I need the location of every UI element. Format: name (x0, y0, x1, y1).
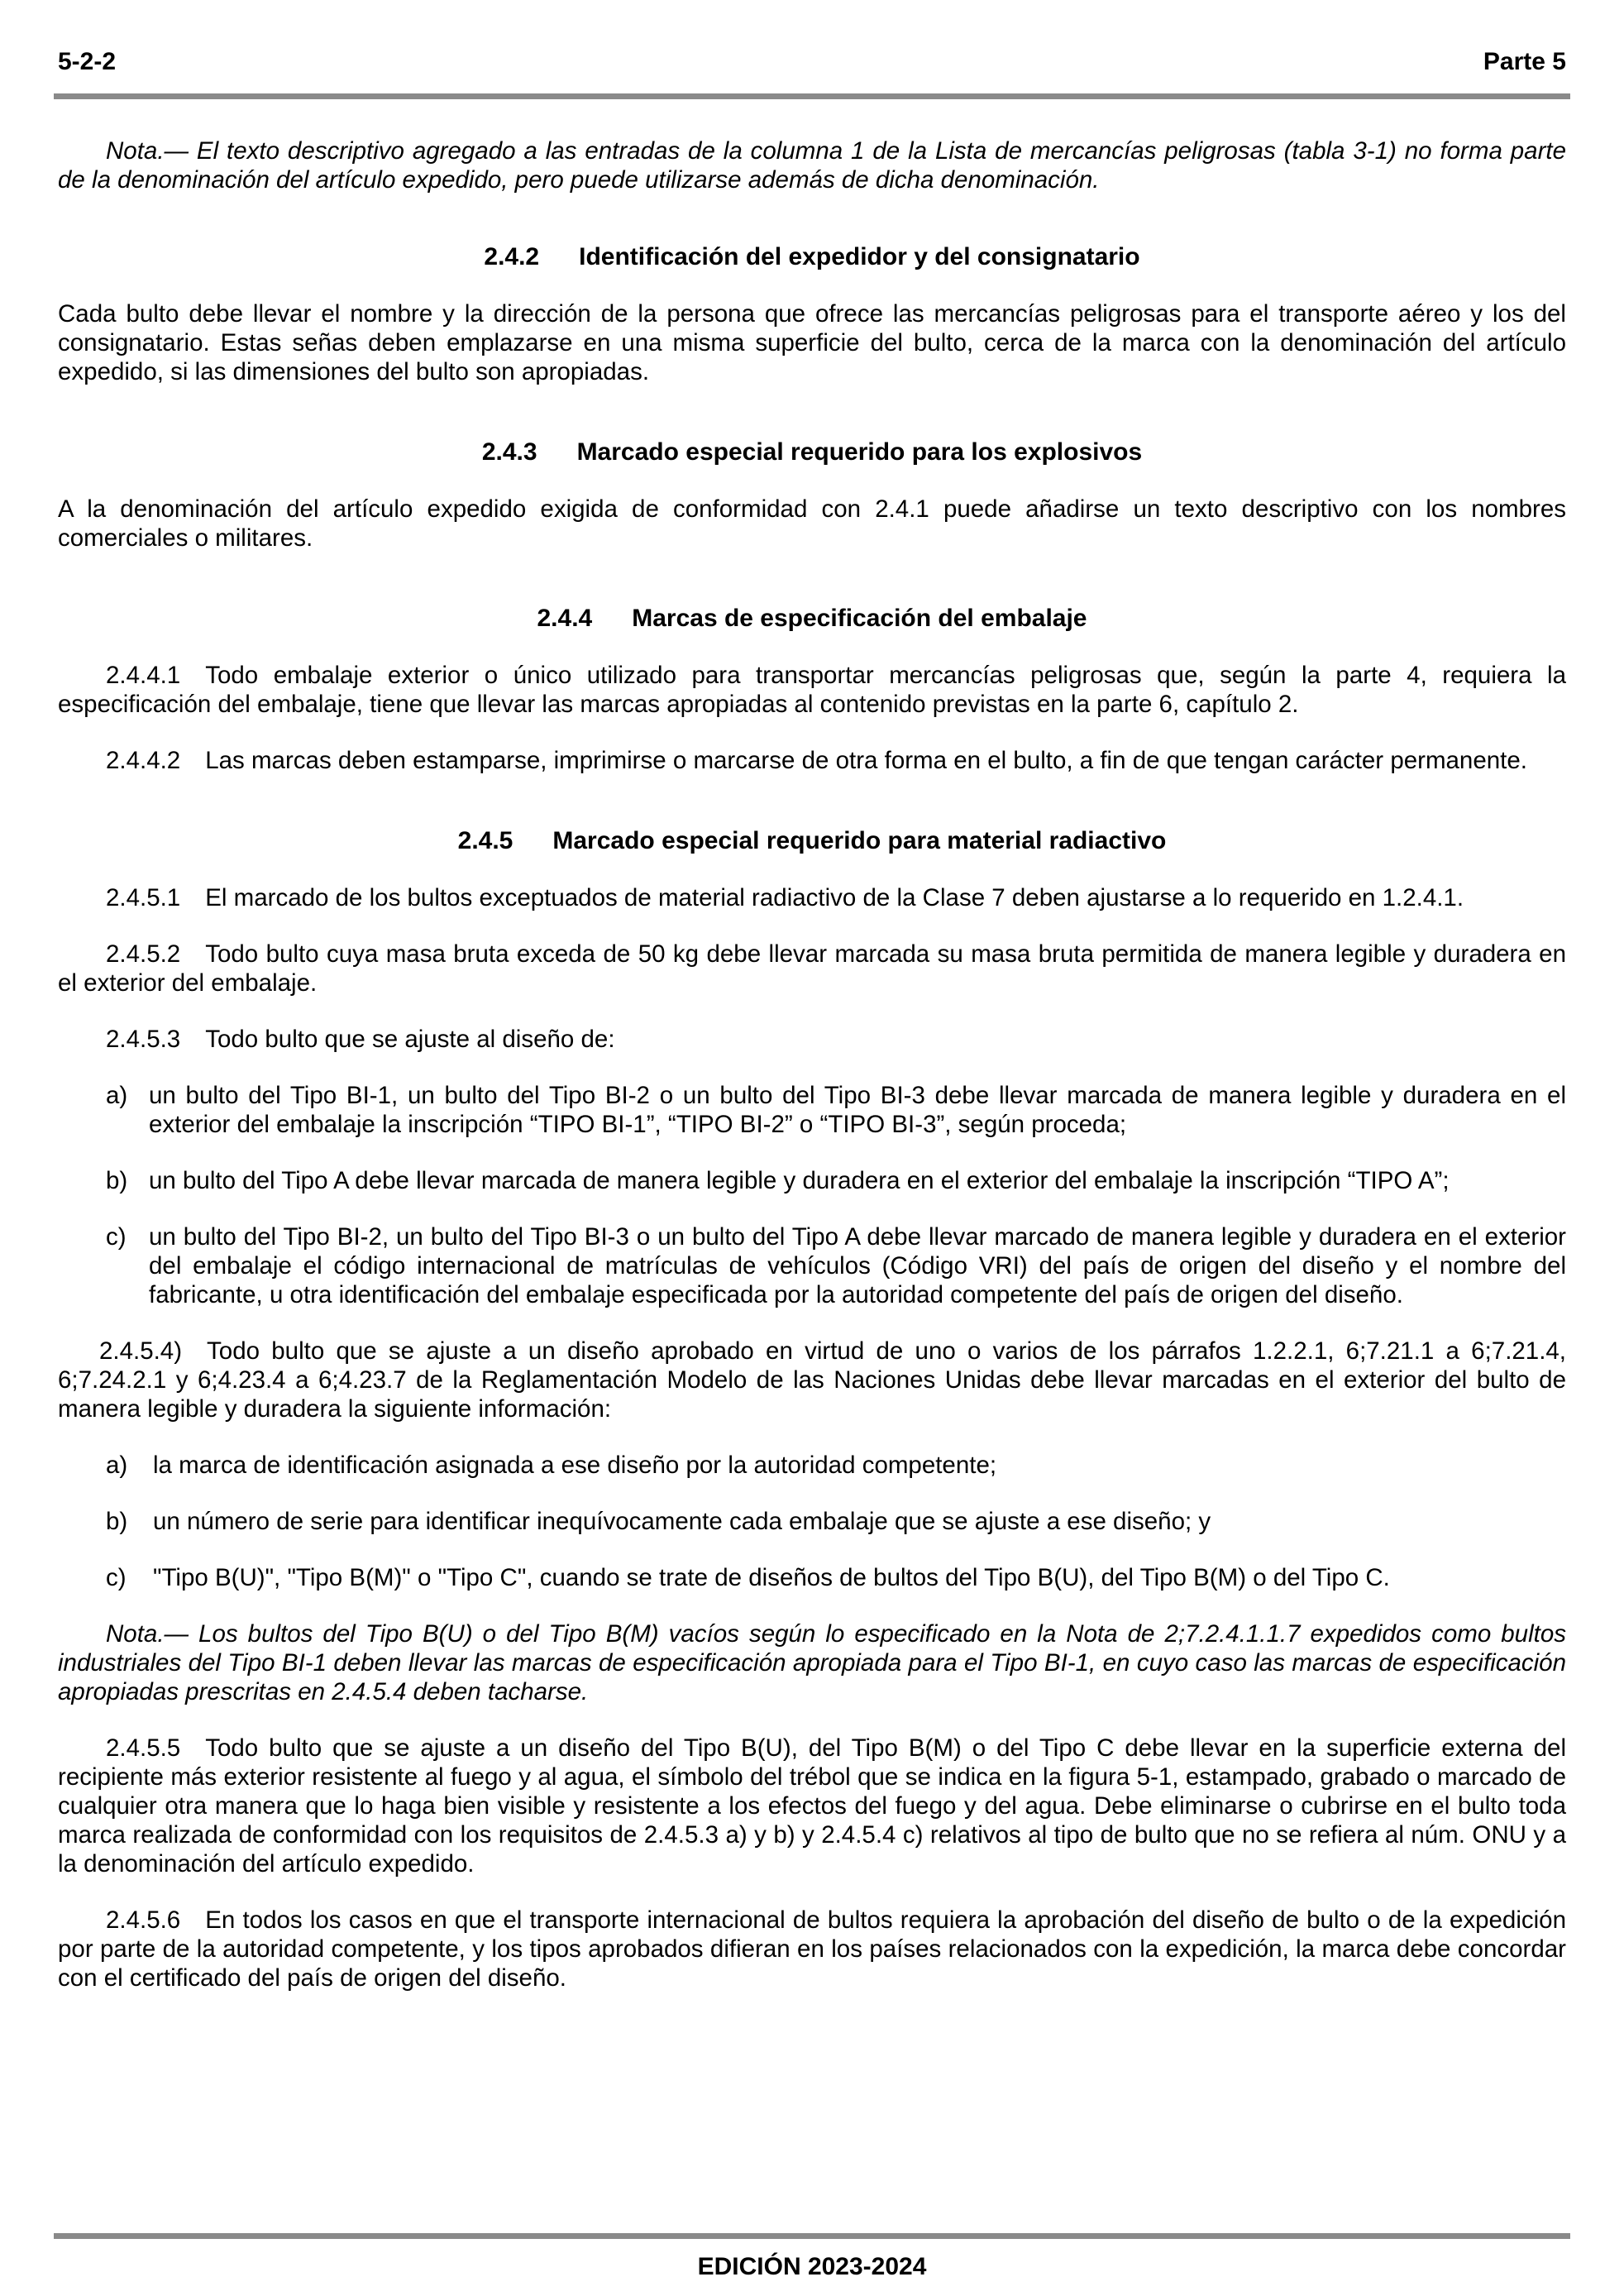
list-item-label: a) (106, 1082, 128, 1109)
note-text: El texto descriptivo agregado a las entradas de la columna 1 de la Lista de mercancías peligrosas (tabla 3-1) no forma parte de la denominación del artículo expedido, pero puede utilizarse además de dicha denominación. (58, 137, 1566, 194)
section-heading-2-4-5 (58, 826, 1566, 856)
section-title: Marcado especial requerido para los explosivos (576, 438, 1143, 466)
paragraph-text: Todo bulto que se ajuste a un diseño aprobado en virtud de uno o varios de los párrafos 1.2.2.1, 6;7.21.1 a 6;7.21.4, 6;7.24.2.1 y 6;4.23.4 a 6;4.23.7 de la Reglamentación Modelo de las Naciones Unidas debe llevar marcadas en el exterior del bulto de manera legible y duradera la siguiente información: (58, 1337, 1566, 1423)
paragraph-number: 2.4.5.2 (106, 940, 181, 968)
list-item-label: a) (106, 1452, 128, 1479)
section-heading-2-4-4 (58, 604, 1566, 634)
list-item-label: b) (106, 1508, 128, 1535)
paragraph-number: 2.4.5.1 (106, 884, 181, 911)
paragraph-2-4-4-1 (58, 661, 1566, 719)
list-item-text: un bulto del Tipo A debe llevar marcada de manera legible y duradera en el exterior del embalaje la inscripción “TIPO A”; (149, 1167, 1450, 1194)
paragraph-text: El marcado de los bultos exceptuados de material radiactivo de la Clase 7 deben ajustarse a lo requerido en 1.2.4.1. (205, 884, 1464, 911)
paragraph-number: 2.4.5.3 (106, 1026, 181, 1053)
paragraph-text: Todo bulto que se ajuste al diseño de: (205, 1026, 615, 1053)
page-body (58, 136, 1566, 2020)
paragraph-text: En todos los casos en que el transporte internacional de bultos requiera la aprobación del diseño de bulto o de la expedición por parte de la autoridad competente, y los tipos aprobados difieran en los países relacionados con la expedición, la marca debe concordar con el certificado del país de origen del diseño. (58, 1906, 1566, 1992)
section-number: 2.4.3 (481, 438, 537, 466)
paragraph-2-4-5-4 (58, 1337, 1566, 1423)
section-title: Marcado especial requerido para material radiactivo (552, 827, 1167, 854)
section-heading-2-4-3 (58, 438, 1566, 467)
section-title: Identificación del expedidor y del consignatario (579, 243, 1140, 270)
note-text: Los bultos del Tipo B(U) o del Tipo B(M) vacíos según lo especificado en la Nota de 2;7.2.4.1.1.7 expedidos como bultos industriales del Tipo BI-1 deben llevar las marcas de especificación apropiada para el Tipo BI-1, en cuyo caso las marcas de especificación apropiadas prescritas en 2.4.5.4 deben tacharse. (58, 1620, 1566, 1705)
section-number: 2.4.4 (537, 605, 593, 632)
list-item-label: c) (106, 1223, 127, 1251)
paragraph-2-4-5-3 (58, 1025, 1566, 1054)
note-descriptive-text (58, 136, 1566, 194)
edition-footer: EDICIÓN 2023-2024 (697, 2253, 927, 2280)
page-number: 5-2-2 (58, 48, 117, 75)
footer-divider (54, 2233, 1570, 2239)
list-item-text: un número de serie para identificar inequívocamente cada embalaje que se ajuste a ese diseño; y (153, 1508, 1211, 1535)
paragraph-number: 2.4.5.5 (106, 1734, 181, 1762)
paragraph-text: Todo embalaje exterior o único utilizado para transportar mercancías peligrosas que, según la parte 4, requiera la especificación del embalaje, tiene que llevar las marcas apropiadas al contenido previstas en la parte 6, capítulo 2. (58, 662, 1566, 718)
note-lead: Nota.— (106, 1620, 189, 1648)
part-label: Parte 5 (1483, 48, 1566, 75)
paragraph-2-4-4-2 (58, 746, 1566, 775)
header-divider (54, 93, 1570, 99)
note-lead: Nota.— (106, 137, 189, 165)
paragraph: A la denominación del artículo expedido exigida de conformidad con 2.4.1 puede añadirse un texto descriptivo con los nombres comerciales o militares. (58, 495, 1566, 552)
list-item (58, 1451, 1566, 1480)
list-item-label: c) (106, 1564, 127, 1591)
list-item (58, 1507, 1566, 1536)
list-item-text: un bulto del Tipo BI-2, un bulto del Tipo BI-3 o un bulto del Tipo A debe llevar marcado de manera legible y duradera en el exterior del embalaje el código internacional de matrículas de vehículos (Código VRI) del país de origen del diseño y el nombre del fabricante, u otra identificación del embalaje especificada por la autoridad competente del país de origen del diseño. (149, 1223, 1566, 1308)
section-number: 2.4.5 (457, 827, 513, 854)
list-item (58, 1081, 1566, 1139)
paragraph-number: 2.4.4.1 (106, 662, 181, 689)
paragraph-2-4-5-1 (58, 883, 1566, 912)
paragraph-number: 2.4.4.2 (106, 747, 181, 774)
paragraph-number: 2.4.5.4) (99, 1337, 183, 1365)
paragraph-2-4-5-6 (58, 1906, 1566, 1992)
paragraph-2-4-5-5 (58, 1734, 1566, 1878)
list-item (58, 1166, 1566, 1195)
list-item (58, 1222, 1566, 1309)
paragraph-text: Las marcas deben estamparse, imprimirse o marcarse de otra forma en el bulto, a fin de que tengan carácter permanente. (205, 747, 1527, 774)
list-item (58, 1563, 1566, 1592)
paragraph: Cada bulto debe llevar el nombre y la dirección de la persona que ofrece las mercancías peligrosas para el transporte aéreo y los del consignatario. Estas señas deben emplazarse en una misma superficie del bulto, cerca de la marca con la denominación del artículo expedido, si las dimensiones del bulto son apropiadas. (58, 300, 1566, 385)
list-item-text: la marca de identificación asignada a ese diseño por la autoridad competente; (153, 1452, 997, 1479)
paragraph-2-4-5-2 (58, 940, 1566, 997)
section-heading-2-4-2 (58, 242, 1566, 272)
section-title: Marcas de especificación del embalaje (632, 605, 1087, 632)
paragraph-text: Todo bulto que se ajuste a un diseño del Tipo B(U), del Tipo B(M) o del Tipo C debe llevar en la superficie externa del recipiente más exterior resistente al fuego y al agua, el símbolo del trébol que se indica en la figura 5-1, estampado, grabado o marcado de cualquier otra manera que lo haga bien visible y resistente a los efectos del fuego y del agua. Debe eliminarse o cubrirse en el bulto toda marca realizada de conformidad con los requisitos de 2.4.5.3 a) y b) y 2.4.5.4 c) relativos al tipo de bulto que no se refiera al núm. ONU y a la denominación del artículo expedido. (58, 1734, 1566, 1877)
page-header (58, 48, 1566, 81)
note-type-b (58, 1619, 1566, 1706)
paragraph-number: 2.4.5.6 (106, 1906, 181, 1934)
list-item-text: "Tipo B(U)", "Tipo B(M)" o "Tipo C", cuando se trate de diseños de bultos del Tipo B(U), del Tipo B(M) o del Tipo C. (153, 1564, 1390, 1591)
list-item-text: un bulto del Tipo BI-1, un bulto del Tipo BI-2 o un bulto del Tipo BI-3 debe llevar marcada de manera legible y duradera en el exterior del embalaje la inscripción “TIPO BI-1”, “TIPO BI-2” o “TIPO BI-3”, según proceda; (149, 1082, 1566, 1138)
list-item-label: b) (106, 1167, 128, 1194)
section-number: 2.4.2 (484, 243, 540, 270)
paragraph-text: Todo bulto cuya masa bruta exceda de 50 kg debe llevar marcada su masa bruta permitida de manera legible y duradera en el exterior del embalaje. (58, 940, 1566, 997)
